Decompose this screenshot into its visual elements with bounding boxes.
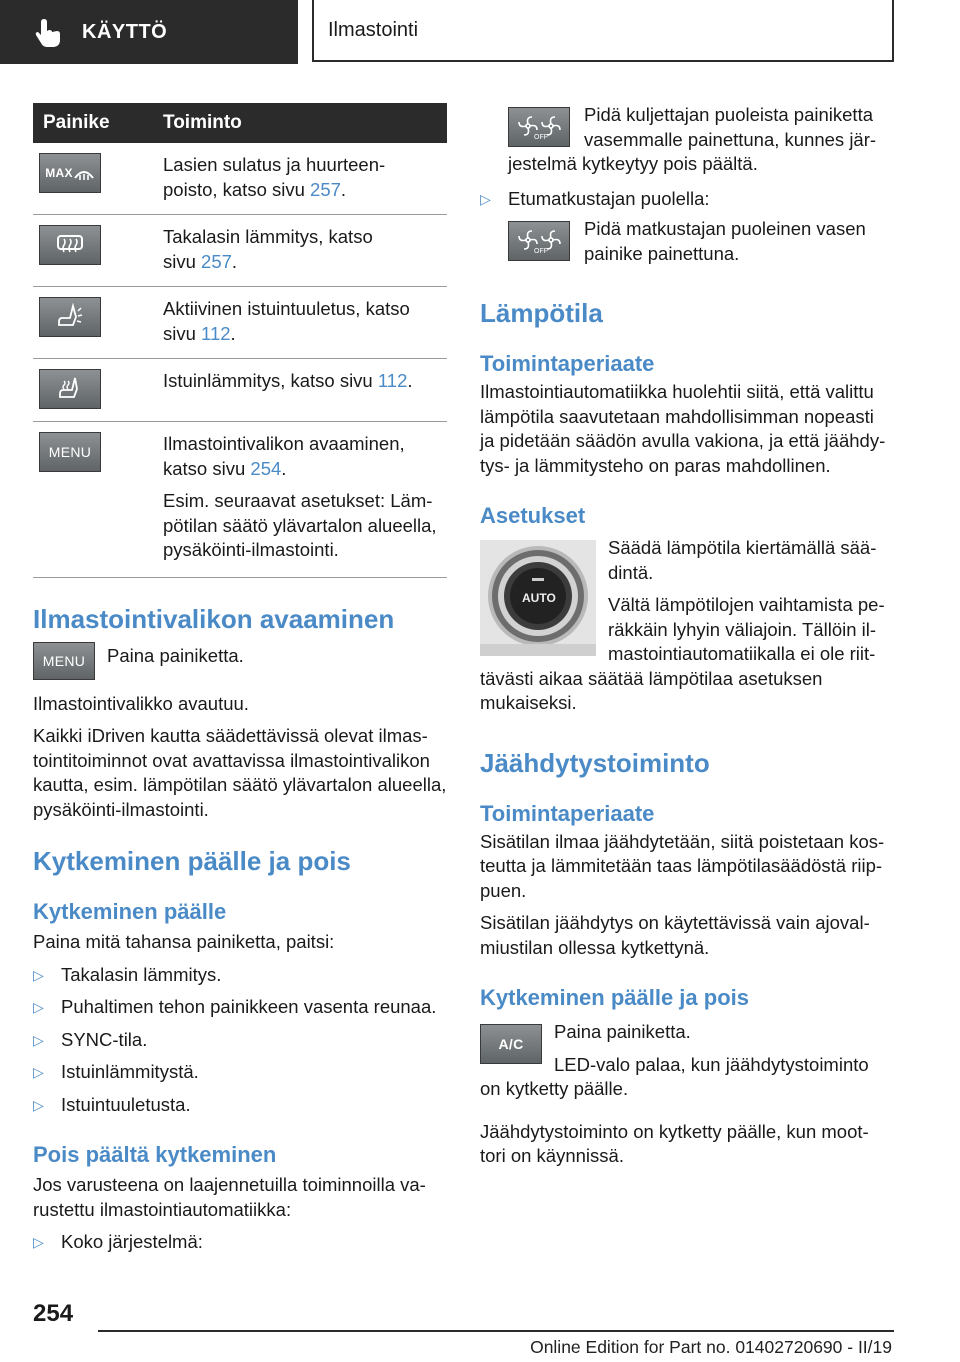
- table-row: MAX Lasien sulatus ja huurteen- poisto, katso sivu 257.: [33, 143, 447, 215]
- ac-led-text: LED-valo palaa, kun jäähdytystoiminto: [554, 1053, 869, 1075]
- section-tab: [0, 0, 298, 64]
- page-link[interactable]: 254: [250, 457, 282, 479]
- settings-text-2: Vältä lämpötilojen vaihtamista pe- räkkäin lyhyin väliajoin. Tällöin il- mastointiautomatiikalla ei ole riit-: [608, 594, 885, 664]
- heading-settings: Asetukset: [480, 503, 586, 528]
- list-item: ▷ Koko järjestelmä:: [33, 1230, 447, 1255]
- heading-temperature: Lämpötila: [480, 298, 603, 328]
- table-header-function: Toiminto: [163, 103, 447, 143]
- row-text: Istuinlämmitys, katso sivu: [163, 370, 378, 391]
- menu-button-icon: MENU: [33, 642, 95, 680]
- defrost-wave-icon: [73, 164, 95, 182]
- settings-text-2-cont: tävästi aikaa säätää lämpötilaa asetuksen mukaiseksi.: [480, 667, 823, 713]
- heading-switch-on: Kytkeminen päälle: [33, 899, 227, 924]
- row-extra-text: Esim. seuraavat asetukset: Läm- pötilan säätö ylävartalon alueella, pysäköinti-ilmastointi.: [163, 490, 437, 560]
- list-item: ▷ Etumatkustajan puolella:: [480, 187, 892, 212]
- triangle-bullet-icon: ▷: [480, 190, 491, 207]
- table-row: Istuinlämmitys, katso sivu 112.: [33, 359, 447, 422]
- left-column: [33, 103, 447, 1255]
- section-title: KÄYTTÖ: [82, 20, 168, 43]
- menu-press-text: Paina painiketta.: [107, 644, 244, 666]
- heading-menu: Ilmastointivalikon avaaminen: [33, 603, 395, 634]
- cooling-text-1: Sisätilan ilmaa jäähdytetään, siitä poistetaan kos- teutta ja lämmitetään taas lämpötilasäädöstä riip- puen.: [480, 830, 885, 901]
- off-driver-cont: jestelmä kytkeytyy pois päältä.: [508, 153, 758, 174]
- table-row: MENU Ilmastointivalikon avaaminen, katso sivu 254. Esim. seuraavat asetukset: Läm- pötilan säätö ylävartalon alueella, pysäköinti-ilmastointi.: [33, 422, 447, 578]
- list-item: ▷ Takalasin lämmitys.: [33, 963, 447, 988]
- switch-on-intro: Paina mitä tahansa painiketta, paitsi:: [33, 931, 335, 952]
- svg-text:OFF: OFF: [534, 134, 548, 140]
- chapter-header: [312, 0, 894, 62]
- page-number: 254: [33, 1300, 74, 1327]
- ac-press-text: Paina painiketta.: [554, 1021, 691, 1042]
- list-item: ▷ SYNC-tila.: [33, 1028, 447, 1053]
- switch-off-intro: Jos varusteena on laajennetuilla toiminnoilla va- rustettu ilmastointiautomatiikka:: [33, 1174, 426, 1220]
- hand-touch-icon: [32, 15, 66, 49]
- row-text: Takalasin lämmitys, katso sivu: [163, 226, 373, 272]
- row-text: Lasien sulatus ja huurteen- poisto, katso sivu: [163, 154, 386, 200]
- list-item: ▷ Istuintuuletusta.: [33, 1093, 447, 1118]
- temperature-knob-image: [480, 540, 596, 656]
- seat-heating-icon: [39, 369, 101, 409]
- heading-cooling-principle: Toimintaperiaate: [480, 800, 655, 826]
- heading-cooling: Jäähdytystoiminto: [480, 747, 710, 778]
- menu-opens-text: Ilmastointivalikko avautuu.: [33, 692, 249, 714]
- edition-note: Online Edition for Part no. 01402720690 - II/19: [530, 1337, 892, 1357]
- triangle-bullet-icon: ▷: [33, 966, 44, 983]
- heading-switch-off: Pois päältä kytkeminen: [33, 1142, 277, 1167]
- svg-text:AUTO: AUTO: [522, 591, 556, 605]
- chapter-title: Ilmastointi: [328, 18, 419, 41]
- heading-principle: Toimintaperiaate: [480, 351, 655, 376]
- list-item: ▷ Istuinlämmitystä.: [33, 1060, 447, 1085]
- page-link[interactable]: 257: [201, 250, 232, 272]
- table-row: Aktiivinen istuintuuletus, katso sivu 112.: [33, 287, 447, 359]
- triangle-bullet-icon: ▷: [33, 999, 44, 1015]
- ac-button-icon: A/C: [480, 1024, 542, 1064]
- footer-divider: [98, 1330, 894, 1332]
- heading-on-off: Kytkeminen päälle ja pois: [33, 846, 351, 876]
- svg-text:OFF: OFF: [534, 248, 548, 254]
- triangle-bullet-icon: ▷: [33, 1064, 44, 1080]
- row-text: Ilmastointivalikon avaaminen, katso sivu: [163, 433, 405, 479]
- cooling-running-text: Jäähdytystoiminto on kytketty päälle, kun moot- tori on käynnissä.: [480, 1120, 869, 1166]
- ac-led-cont: on kytketty päälle.: [480, 1078, 629, 1099]
- list-item: ▷ Puhaltimen tehon painikkeen vasenta reunaa.: [33, 995, 447, 1020]
- rear-window-heating-icon: [39, 225, 101, 265]
- table-header-button: Painike: [33, 103, 163, 143]
- table-row: Takalasin lämmitys, katso sivu 257.: [33, 215, 447, 287]
- triangle-bullet-icon: ▷: [33, 1096, 44, 1113]
- button-table: [33, 103, 447, 578]
- page-link[interactable]: 112: [377, 370, 408, 391]
- off-driver-text: Pidä kuljettajan puoleista painiketta vasemmalle painettuna, kunnes jär-: [584, 104, 877, 150]
- off-passenger-text: Pidä matkustajan puoleinen vasen painike painettuna.: [584, 218, 866, 264]
- temp-principle-text: Ilmastointiautomatiikka huolehtii siitä, että valittu lämpötila saavutetaan mahdollisimman nopeasti ja pidetään säädön avulla vakiona, ja että jäähdy- tys- ja lämmitysteho on paras mahdollinen.: [480, 381, 886, 476]
- heading-cooling-on-off: Kytkeminen päälle ja pois: [480, 985, 749, 1010]
- menu-icon: MENU: [39, 432, 101, 472]
- max-defrost-icon: MAX: [39, 153, 101, 193]
- page-link[interactable]: 112: [201, 322, 231, 344]
- seat-ventilation-icon: [39, 297, 101, 337]
- page-link[interactable]: 257: [310, 178, 341, 200]
- right-column: [480, 103, 892, 1169]
- triangle-bullet-icon: ▷: [33, 1234, 44, 1250]
- cooling-text-2: Sisätilan jäähdytys on käytettävissä vain ajoval- miustilan ollessa kytkettynä.: [480, 912, 870, 958]
- fan-off-icon: [508, 221, 570, 261]
- settings-text-1: Säädä lämpötila kiertämällä sää- dintä.: [608, 537, 877, 583]
- fan-off-icon: [508, 107, 570, 147]
- row-text: Aktiivinen istuintuuletus, katso sivu: [163, 298, 410, 344]
- triangle-bullet-icon: ▷: [33, 1031, 44, 1048]
- menu-body-text: Kaikki iDriven kautta säädettävissä olevat ilmas- tointitoiminnot ovat avattavissa ilmastointivalikon kautta, esim. lämpötilan säätö ylävartalon alueella, pysäköinti-ilmastointi.: [33, 725, 447, 820]
- switch-on-list: [33, 963, 447, 1118]
